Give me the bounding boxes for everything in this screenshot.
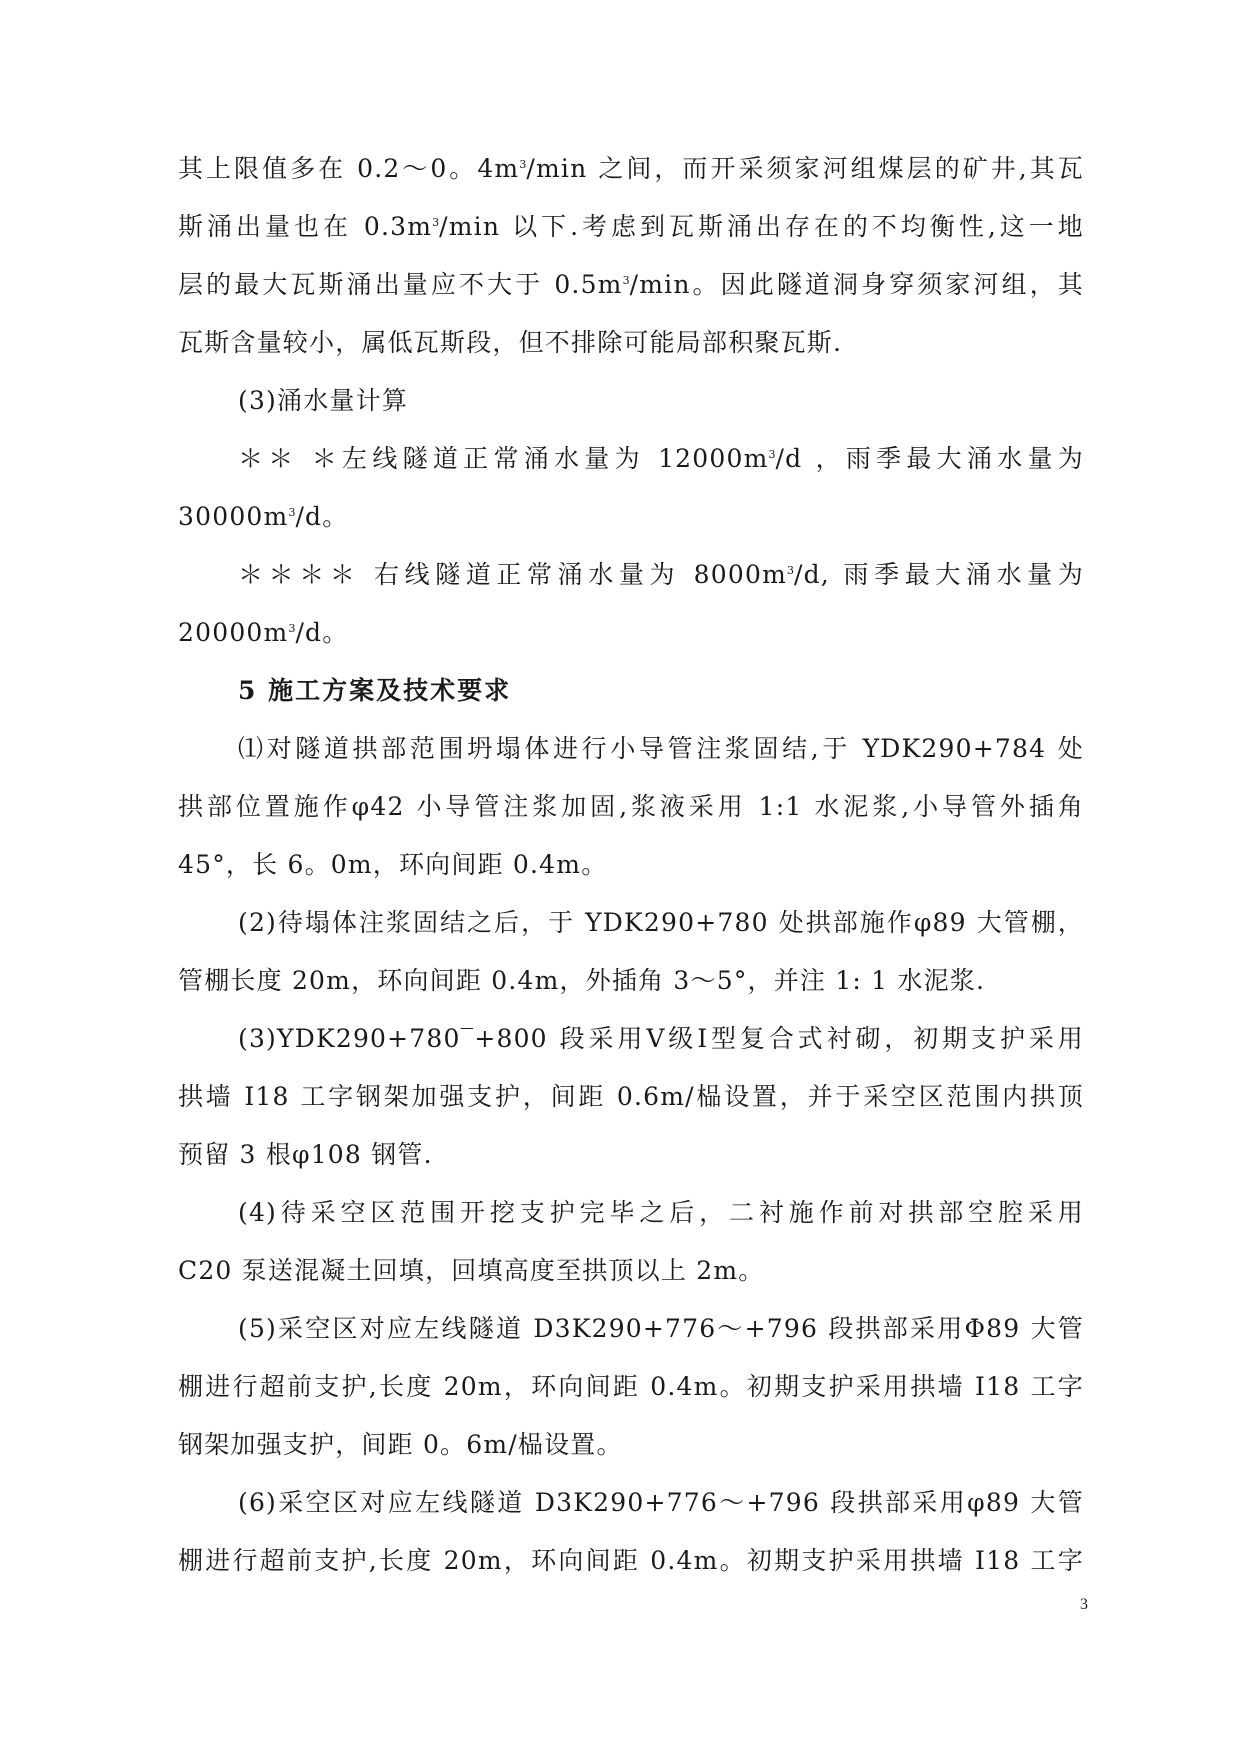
text-line: (4)待采空区范围开挖支护完毕之后，二衬施作前对拱部空腔采用: [238, 1198, 1084, 1227]
text-line: 棚进行超前支护,长度 20m，环向间距 0.4m。初期支护采用拱墙 I18 工字: [178, 1546, 1084, 1575]
text-line: 拱部位置施作φ42 小导管注浆加固,浆液采用 1:1 水泥浆,小导管外插角: [178, 792, 1084, 821]
text-line: 层的最大瓦斯涌出量应不大于 $0.5m^3/\min$。因此隧道洞身穿须家河组，其: [178, 270, 1084, 299]
text-line: 45°，长 6。0m，环向间距 0.4m。: [178, 850, 608, 879]
text-line: 斯涌出量也在 $0.3m^3/\min$ 以下.考虑到瓦斯涌出存在的不均衡性,这一地: [178, 212, 1084, 241]
text-line: (5)采空区对应左线隧道 D3K290+776～+796 段拱部采用Φ89 大管: [238, 1314, 1084, 1343]
text-line: (3)YDK290+780‾+800 段采用Ⅴ级Ⅰ型复合式衬砌，初期支护采用: [238, 1024, 1084, 1053]
text-line: 预留 3 根φ108 钢管.: [178, 1140, 433, 1169]
text-line: $20000m^3/d$。: [178, 618, 349, 647]
text-line: C20 泵送混凝土回填，回填高度至拱顶以上 2m。: [178, 1256, 765, 1285]
text-line: ＊＊ ＊左线隧道正常涌水量为 $12000m^3/d$ ，雨季最大涌水量为: [238, 444, 1084, 473]
text-line: 拱墙 I18 工字钢架加强支护，间距 0.6m/榀设置，并于采空区范围内拱顶: [178, 1082, 1084, 1111]
text-line: (6)采空区对应左线隧道 D3K290+776～+796 段拱部采用φ89 大管: [238, 1488, 1084, 1517]
text-line: $30000m^3/d$。: [178, 502, 349, 531]
text-line: 其上限值多在 0.2～0。$4m^3/\min$ 之间，而开采须家河组煤层的矿井,其瓦: [178, 154, 1084, 183]
page-number: 3: [1080, 1596, 1088, 1613]
text-line: 管棚长度 20m，环向间距 0.4m，外插角 3～5°，并注 1: 1 水泥浆.: [178, 966, 986, 995]
document-body: [178, 140, 1084, 1590]
section-heading: 5 施工方案及技术要求: [238, 676, 512, 705]
text-line: ⑴对隧道拱部范围坍塌体进行小导管注浆固结,于 YDK290+784 处: [238, 734, 1084, 763]
text-line: 钢架加强支护，间距 0。6m/榀设置。: [178, 1430, 623, 1459]
subsection-title: (3)涌水量计算: [238, 386, 409, 415]
text-line: (2)待塌体注浆固结之后，于 YDK290+780 处拱部施作φ89 大管棚，: [238, 908, 1084, 937]
text-line: ＊＊＊＊ 右线隧道正常涌水量为 $8000m^3/d$, 雨季最大涌水量为: [238, 560, 1084, 589]
text-line: 棚进行超前支护,长度 20m，环向间距 0.4m。初期支护采用拱墙 I18 工字: [178, 1372, 1084, 1401]
text-line: 瓦斯含量较小，属低瓦斯段，但不排除可能局部积聚瓦斯.: [178, 328, 843, 357]
